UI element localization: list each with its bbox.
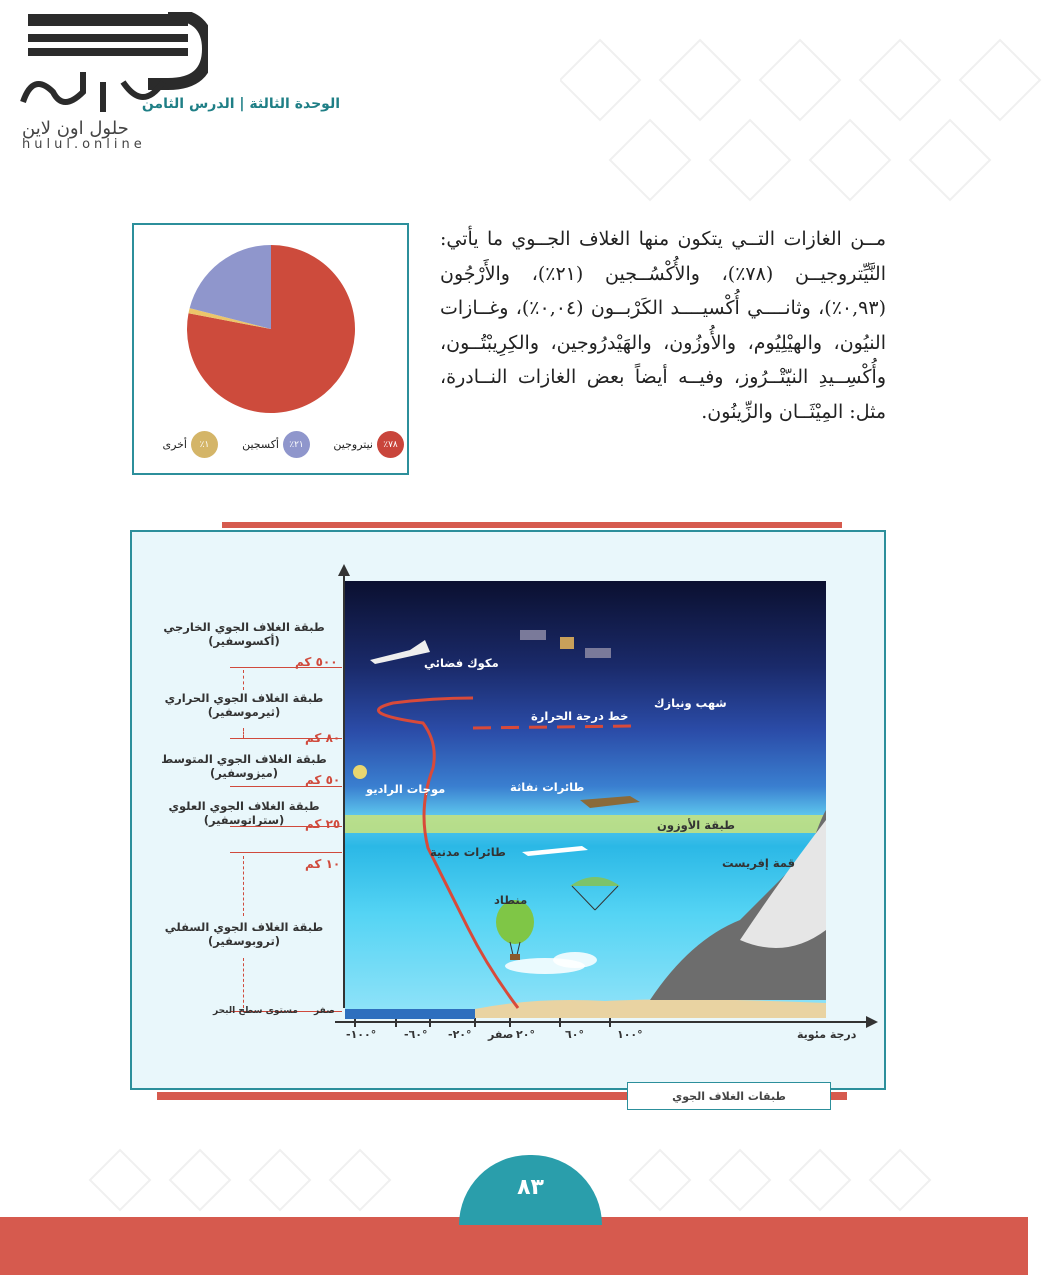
logo-text: حلول اون لاين	[22, 118, 129, 139]
balloon-label: منطاد	[494, 893, 528, 907]
layer-thermosphere-sub: (ثيرموسفير)	[207, 705, 281, 719]
gas-composition-chart	[132, 223, 409, 475]
legend-oxygen-label: أكسجين	[242, 438, 279, 451]
meteors-label: شهب ونيازك	[654, 696, 727, 710]
layer-mesosphere-name: طبقة الغلاف الجوي المتوسط	[161, 752, 327, 766]
ozone-label: طبقة الأوزون	[657, 818, 736, 832]
layer-troposphere-name: طبقة الغلاف الجوي السفلي	[164, 920, 324, 934]
legend-other-label: أخرى	[162, 438, 187, 451]
top-accent-bar	[222, 522, 842, 528]
layer-thermosphere-name: طبقة الغلاف الجوي الحراري	[164, 691, 324, 705]
divider-10	[230, 852, 342, 853]
alt-50: ٥٠ كم	[305, 773, 341, 787]
legend-other	[162, 431, 218, 458]
unit-lesson-header: الوحدة الثالثة | الدرس الثامن	[141, 96, 340, 112]
zero-label: صفر	[314, 1006, 335, 1016]
range-line	[243, 728, 244, 738]
layer-exosphere-name: طبقة الغلاف الجوي الخارجي	[163, 620, 325, 634]
alt-80: ٨٠ كم	[305, 731, 341, 745]
tick-label: -٦٠°	[404, 1028, 428, 1041]
diagram-caption: طبقات الغلاف الجوي	[627, 1082, 831, 1110]
range-line	[243, 958, 244, 1008]
civil-planes-label: طائرات مدنية	[430, 845, 506, 859]
tick-label: ٢٠°	[516, 1028, 535, 1041]
tick-label: ١٠٠°	[617, 1028, 643, 1041]
alt-10: ١٠ كم	[305, 857, 341, 871]
temp-line-label: خط درجة الحرارة	[531, 709, 629, 723]
layer-troposphere-sub: (تروبوسفير)	[207, 934, 281, 948]
layer-stratosphere-name: طبقة الغلاف الجوي العلوي	[168, 799, 320, 813]
sea-level-label: مستوى سطح البحر	[213, 1006, 298, 1016]
legend-other-badge: ١٪	[191, 431, 218, 458]
range-line	[243, 670, 244, 690]
everest-label: قمة إفريست	[722, 856, 796, 870]
layer-exosphere-sub: (أكسوسفير)	[208, 634, 280, 648]
pie-chart	[134, 225, 407, 425]
range-line	[243, 856, 244, 916]
x-axis-label: درجة مئوية	[797, 1028, 857, 1041]
tick-label: صفر	[488, 1028, 514, 1041]
tick-label: ٦٠°	[565, 1028, 584, 1041]
legend-nitrogen	[333, 431, 404, 458]
tick-label: -١٠٠°	[346, 1028, 377, 1041]
logo-url: hulul.online	[22, 137, 146, 152]
legend-nitrogen-badge: ٧٨٪	[377, 431, 404, 458]
page-number: ٨٣	[517, 1175, 544, 1200]
tick-label: -٢٠°	[448, 1028, 472, 1041]
background-pattern	[560, 0, 1060, 260]
footer-band	[0, 1217, 1028, 1275]
radio-label: موجات الراديو	[366, 782, 446, 796]
layer-troposphere	[144, 920, 344, 948]
legend-oxygen-badge: ٢١٪	[283, 431, 310, 458]
layer-stratosphere-sub: (ستراتوسفير)	[203, 813, 285, 827]
alt-500: ٥٠٠ كم	[295, 655, 338, 669]
legend-nitrogen-label: نيتروجين	[333, 438, 373, 451]
legend-oxygen	[242, 431, 310, 458]
alt-25: ٢٥ كم	[305, 817, 341, 831]
layer-thermosphere	[144, 691, 344, 719]
layer-mesosphere-sub: (ميزوسفير)	[209, 766, 279, 780]
jets-label: طائرات نفاثة	[510, 780, 585, 794]
shuttle-label: مكوك فضائي	[424, 656, 499, 670]
layer-exosphere	[144, 620, 344, 648]
gases-paragraph: مــن الغازات التــي يتكون منها الغلاف الجــوي ما يأتي: النَّيِّتروجيــن (٧٨٪)، والأُكْسُــجين (٢١٪)، والأَرْجُون (٠,٩٣٪)، وثانــــي أُكْسيــــد الكَرْبــون (٠,٠٤٪)، وغــازات النيُون، والهيْلِيُوم، والأُوزُون، والهَيْدرُوجين، والكِرِيبْتُــون، وأُكْسِــيدِ النيّتْــرُوز، وفيــه أيضاً بعض الغازات النــادرة، مثل: المِيْثَــان والزِّينُون.	[440, 228, 886, 423]
